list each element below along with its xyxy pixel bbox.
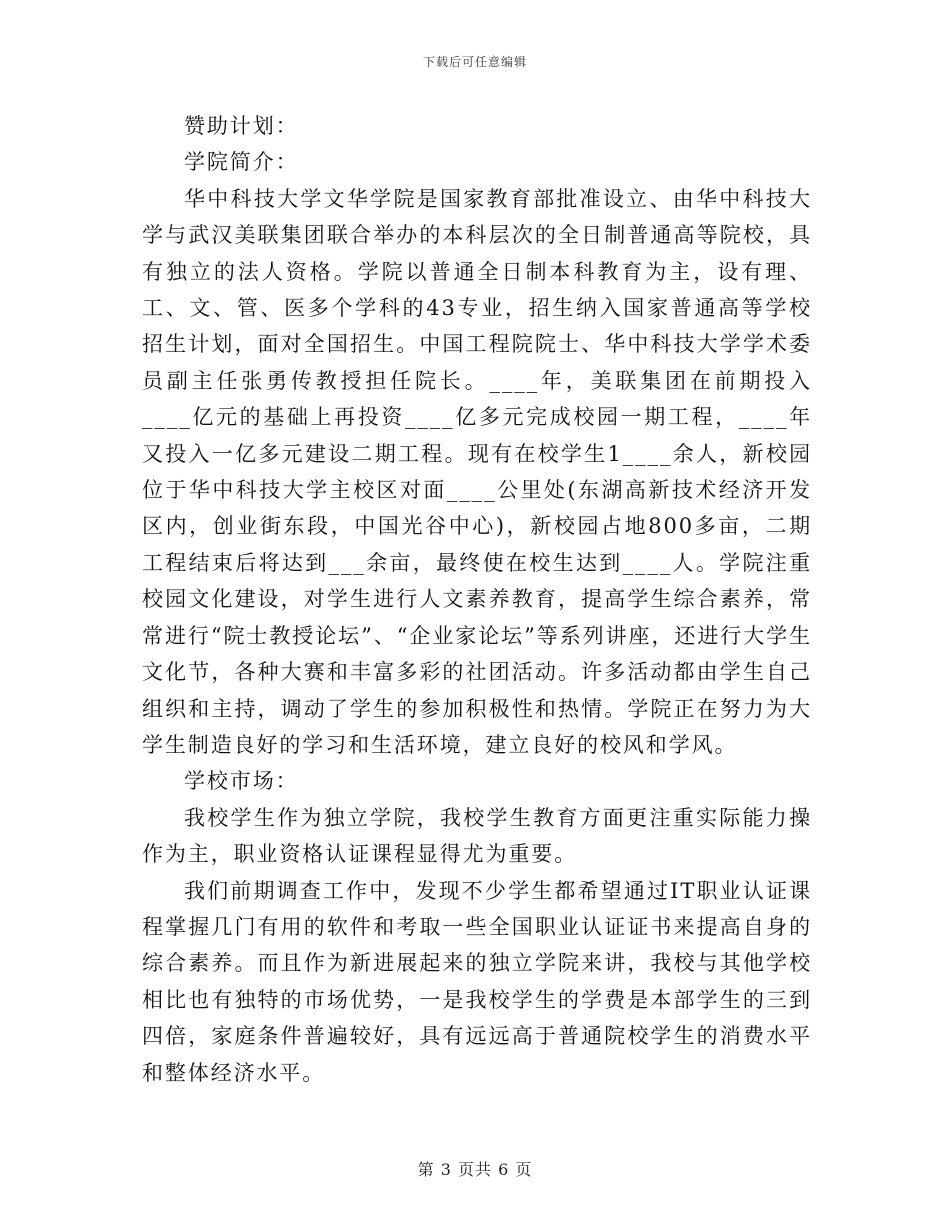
heading-college-intro: 学院简介：: [184, 150, 299, 175]
paragraph-market-1: 我校学生作为独立学院，我校学生教育方面更注重实际能力操作为主，职业资格认证课程显得尤为重要。: [142, 805, 812, 867]
document-body: [142, 108, 812, 1091]
paragraph-market-2: 我们前期调查工作中，发现不少学生都希望通过IT职业认证课程掌握几门有用的软件和考取一些全国职业认证证书来提高自身的综合素养。而且作为新进展起来的独立学院来讲，我校与其他学校相比也有独特的市场优势，一是我校学生的学费是本部学生的三到四倍，家庭条件普遍较好，具有远远高于普通院校学生的消费水平和整体经济水平。: [142, 878, 812, 1085]
paragraph-college-intro: 华中科技大学文华学院是国家教育部批准设立、由华中科技大学与武汉美联集团联合举办的本科层次的全日制普通高等院校，具有独立的法人资格。学院以普通全日制本科教育为主，设有理、工、文、管、医多个学科的43专业，招生纳入国家普通高等学校招生计划，面对全国招生。中国工程院院士、华中科技大学学术委员副主任张勇传教授担任院长。____年，美联集团在前期投入____亿元的基础上再投资____亿多元完成校园一期工程，____年又投入一亿多元建设二期工程。现有在校学生1____余人，新校园位于华中科技大学主校区对面____公里处(东湖高新技术经济开发区内，创业街东段，中国光谷中心)，新校园占地800多亩，二期工程结束后将达到___余亩，最终使在校生达到____人。学院注重校园文化建设，对学生进行人文素养教育，提高学生综合素养，常常进行“院士教授论坛”、“企业家论坛”等系列讲座，还进行大学生文化节，各种大赛和丰富多彩的社团活动。许多活动都由学生自己组织和主持，调动了学生的参加积极性和热情。学院正在努力为大学生制造良好的学习和生活环境，建立良好的校风和学风。: [142, 186, 812, 757]
page-header-note: 下载后可任意编辑: [422, 55, 527, 69]
page-number: 第 3 页共 6 页: [417, 1160, 533, 1179]
heading-sponsorship-plan: 赞助计划：: [184, 114, 299, 138]
heading-school-market: 学校市场：: [184, 769, 299, 794]
